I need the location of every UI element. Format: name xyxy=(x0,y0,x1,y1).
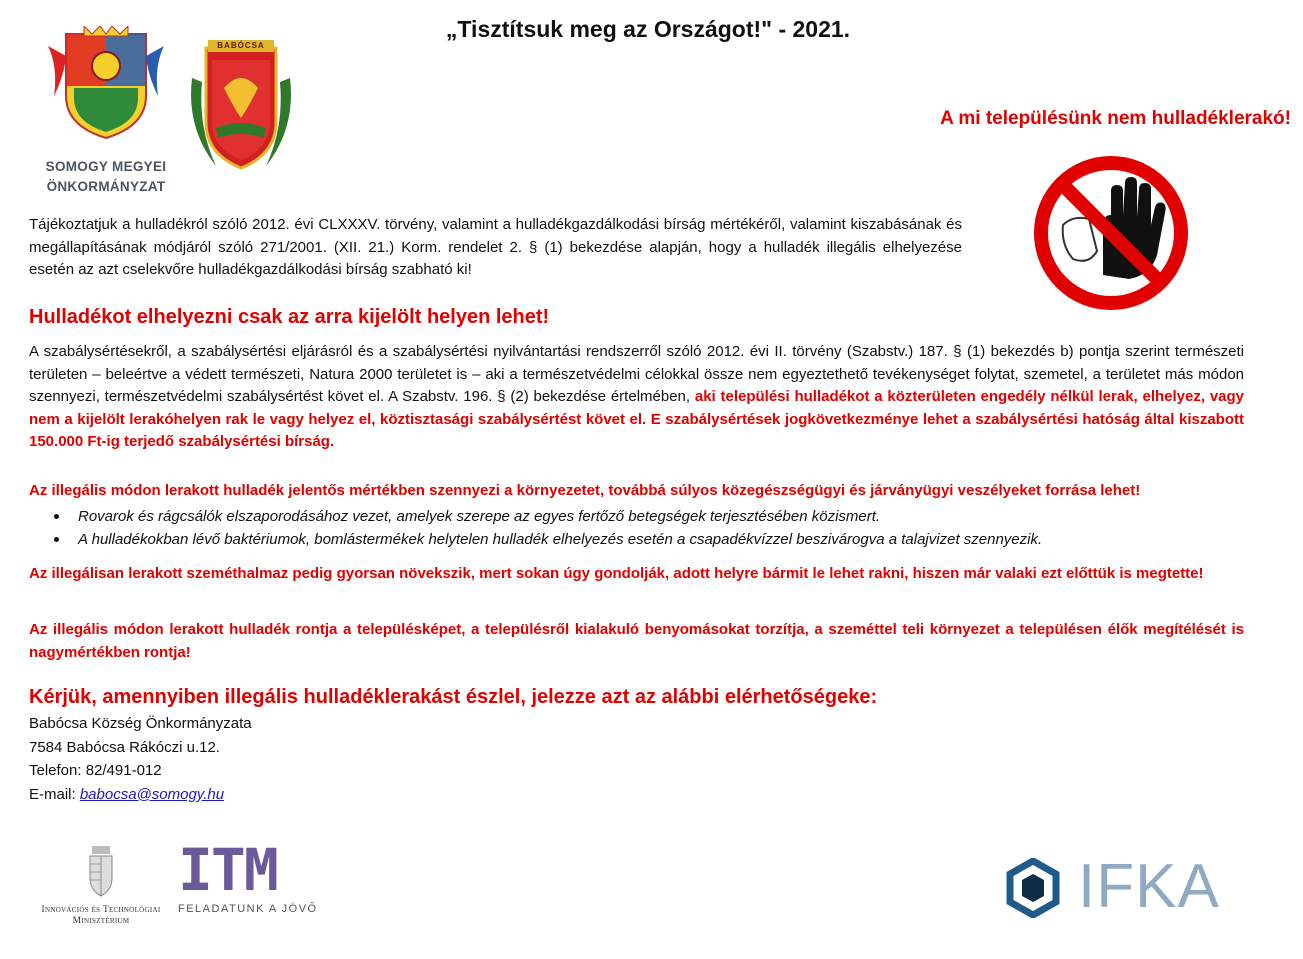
intro-paragraph: Tájékoztatjuk a hulladékról szóló 2012. évi CLXXXV. törvény, valamint a hulladékgazdálkodási bírság mértékéről, valamint kiszabásának és megállapításának módjáról szóló 271/2001. (XII. 21.) Korm. rendelet 2. § (1) bekezdése alapján, hogy a hulladék illegális elhelyezése esetén az azt cselekvőre hulladékgazdálkodási bírság szabható ki! xyxy=(29,216,962,278)
list-item: Rovarok és rágcsálók elszaporodásához vezet, amelyek szerepe az egyes fertőző betegségek terjesztésében közismert. xyxy=(50,505,1240,528)
contact-address: 7584 Babócsa Rákóczi u.12. xyxy=(29,738,220,756)
hungarian-coat-of-arms-icon xyxy=(86,846,116,903)
section4-paragraph: Az illegális módon lerakott hulladék rontja a településképet, a településről kialakuló benyomásokat torzítja, a szeméttel teli környezet a településen élők megítélését is nagymértékben rontja! xyxy=(29,621,1244,661)
somogy-county-logo xyxy=(44,26,168,197)
stop-hand-icon xyxy=(1033,155,1189,311)
ifka-text: IFKA xyxy=(1078,852,1220,921)
somogy-coat-of-arms-icon xyxy=(44,26,168,142)
babocsa-coat-of-arms xyxy=(186,38,296,180)
section1-heading: Hulladékot elhelyezni csak az arra kijelölt helyen lehet! xyxy=(29,306,550,328)
stop-sign xyxy=(1033,155,1189,316)
ministry-logo xyxy=(30,846,172,927)
bullet-list xyxy=(50,505,1240,551)
bullet-icon xyxy=(54,514,59,519)
contact-name: Babócsa Község Önkormányzata xyxy=(29,715,252,732)
hexagon-icon xyxy=(1006,858,1060,918)
email-label: E-mail: xyxy=(29,785,80,803)
ifka-logo xyxy=(1006,852,1246,921)
babocsa-banner-text: BABÓCSA xyxy=(217,41,265,50)
somogy-logo-line2: ÖNKORMÁNYZAT xyxy=(46,179,166,194)
contact-block xyxy=(29,712,252,806)
list-item: A hulladékokban lévő baktériumok, bomlástermékek helytelen hulladék elhelyezés esetén a csapadékvízzel beszivárogva a talajvizet szennyezik. xyxy=(50,528,1240,551)
section1-bold-text: aki települési hulladékot a közterületen engedély nélkül lerak, elhelyez, vagy nem a kijelölt lerakóhelyen rak le vagy helyez el, köztisztasági szabálysértést követ el. E szabálysértések jogkövetkezménye lehet a szabálysértési hatóság által kiszabott 150.000 Ft-ig terjedő szabálysértési bírság. xyxy=(29,388,1245,450)
contact-heading: Kérjük, amennyiben illegális hulladéklerakást észlel, jelezze azt az alábbi elérhetőségeke: xyxy=(29,686,878,708)
page-title: „Tisztítsuk meg az Országot!" - 2021. xyxy=(445,16,851,42)
section2-heading: Az illegális módon lerakott hulladék jelentős mértékben szennyezi a környezetet, továbbá súlyos közegészségügyi és járványügyi veszélyeket forrása lehet! xyxy=(29,482,1141,499)
ministry-line2: Minisztérium xyxy=(72,916,130,926)
babocsa-shield-icon xyxy=(186,38,296,180)
section1-text: A szabálysértésekről, a szabálysértési eljárásról és a szabálysértési nyilvántartási rendszerről szóló 2012. évi II. törvény (Szabstv.) 187. § (1) bekezdés b) pontja szerint természeti területen – beleértve a védett természeti, Natura 2000 területet is – aki a természetvédelmi célokkal össze nem egyeztethető tevékenységet folytat, szemetel, a területet más módon szennyezi, természetvédelmi szabálysértést követ el. A Szabstv. 196. § (2) bekezdése értelmében, xyxy=(29,343,1244,405)
email-link[interactable]: babocsa@somogy.hu xyxy=(79,785,225,803)
warning-heading: A mi településünk nem hulladéklerakó! xyxy=(940,108,1291,129)
contact-email-row xyxy=(29,783,252,807)
section3-paragraph: Az illegálisan lerakott szeméthalmaz pedig gyorsan növekszik, mert sokan úgy gondolják, adott helyre bármit le lehet rakni, hiszen már valaki ezt előttük is megtette! xyxy=(29,565,1204,582)
itm-tagline: FELADATUNK A JÖVŐ xyxy=(178,903,318,915)
contact-phone: Telefon: 82/491-012 xyxy=(29,762,162,779)
bullet-icon xyxy=(54,537,59,542)
itm-logo xyxy=(178,836,318,915)
itm-mark: ITM xyxy=(178,836,277,904)
somogy-logo-line1: SOMOGY MEGYEI xyxy=(45,159,167,174)
section1-paragraph xyxy=(29,341,1244,454)
ministry-line1: Innovációs és Technológiai xyxy=(41,905,161,915)
